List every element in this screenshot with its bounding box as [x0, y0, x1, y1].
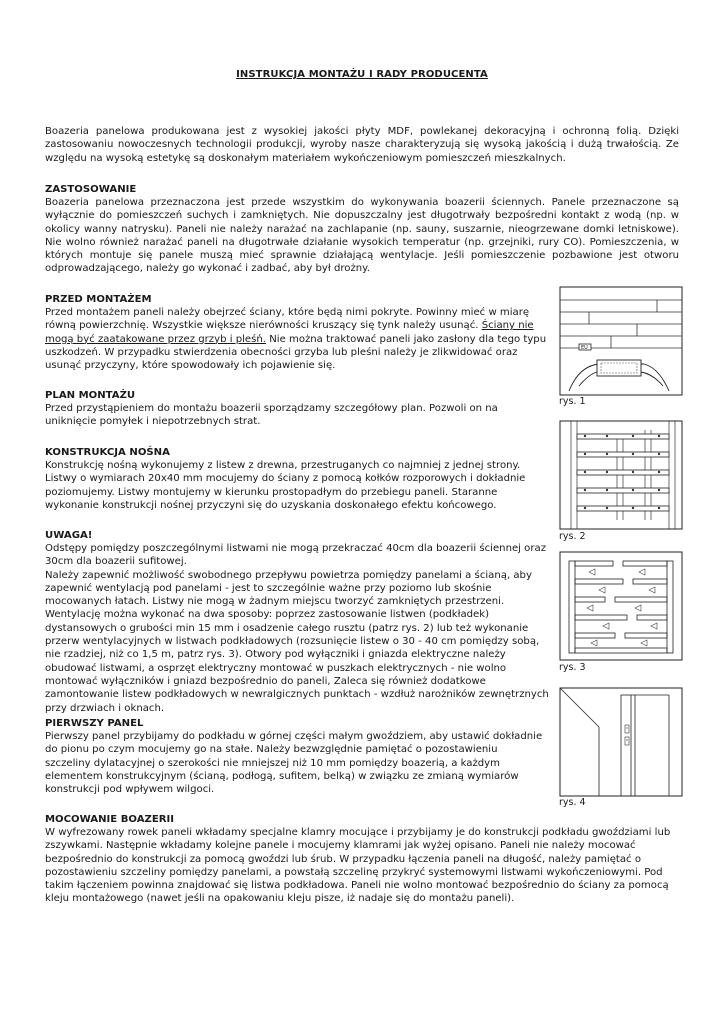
figure-4-caption: rys. 4 — [559, 797, 586, 808]
figure-2-illustration — [559, 420, 683, 530]
uwaga-text: Odstępy pomiędzy poszczególnymi listwami nie mogą przekraczać 40cm dla boazerii ściennej oraz 30cm dla boazerii sufitowej. Należy zapewnić możliwość swobodnego przepływu powietrza pomiędzy panelami a ścianą, aby zapewnić wentylacją pod panelami - jest to szczególnie ważne przy poziomo lub skośnie mocowanych łatach. Listwy nie mogą w żadnym miejscu tworzyć zamkniętych przestrzeni. Wentylację można wykonać na dwa sposoby: poprzez zastosowanie listwen (podkładek) dystansowych o grubości min 15 mm i osadzenie całego rusztu (patrz rys. 2) lub też wykonanie przerw wentylacyjnych w listwach podkładowych (rozsunięcie listew o 30 - 40 cm pomiędzy sobą, nie rzadziej, niż co 1,5 m, patrz rys. 3). Otwory pod wyłączniki i gniazda elektryczne należy obudować listwami, a osprzęt elektryczny montować w puszkach elektrycznych - nie wolno montować wyłączników i gniazd bezpośrednio do paneli, Zaleca się również dodatkowe zamontowanie listew podkładowych w newralgicznych punktach - wzdłuż narożników zewnętrznych przy drzwiach i oknach. — [45, 543, 549, 714]
heading-zastosowanie: ZASTOSOWANIE — [45, 184, 137, 195]
przed-text-b: Nie można traktować paneli jako zasłony dla tego typu uszkodzeń. W przypadku stwierdzenia obecności grzyba lub pleśni należy je zlikwidować oraz usunąć przyczyny, które spowodowały ich pojawienie się. — [45, 333, 547, 372]
plan-montazu-text: Przed przystąpieniem do montażu boazerii sporządzamy szczegółowy plan. Pozwoli on na uniknięcie pomyłek i niepotrzebnych strat. — [45, 403, 498, 428]
pierwszy-panel-text: Pierwszy panel przybijamy do podkładu w górnej części małym gwoździem, aby ustawić dokładnie do pionu po czym mocujemy go na stałe. Należy bezwzględnie pamiętać o pozostawieniu szczeliny dylatacyjnej o szerokości nie mniejszej niż 10 mm pomiędzy boazerią, a każdym elementem konstrukcyjnym (ścianą, podłogą, sufitem, belką) w związku ze zmianą wymiarów konstrukcji pod wpływem wilgoci. — [45, 731, 543, 796]
zastosowanie-text: Boazeria panelowa przeznaczona jest przede wszystkim do wykonywania boazerii ściennych. Panele przeznaczone są wyłącznie do pomieszczeń suchych i zamkniętych. Nie dopuszczalny jest długotrwały bezpośredni kontakt z wodą (np. w okolicy wanny natrysku). Paneli nie należy narażać na zachlapanie (np. sauny, suszarnie, nieogrzewane domki letniskowe). Nie wolno również narażać paneli na długotrwałe działanie wysokich temperatur (np. grzejniki, rury CO). Pomieszczenia, w których montuje się panele muszą mieć sprawnie działającą wentylacje. Jeśli pomieszczenie pozbawione jest otworu odprowadzającego, należy go wykonać i zadbać, aby był drożny. — [45, 197, 679, 275]
heading-uwaga: UWAGA! — [45, 530, 93, 541]
figure-1-caption: rys. 1 — [559, 396, 586, 407]
intro-paragraph: Boazeria panelowa produkowana jest z wysokiej jakości płyty MDF, powlekanej dekoracyjną i ochronną folią. Dzięki zastosowaniu nowoczesnych technologii produkcji, wyroby nasze charakteryzują się wysoką jakością i dużą trwałością. Ze względu na wysoką estetykę są doskonałym materiałem wykończeniowym pomieszczeń mieszkalnych. — [45, 126, 679, 164]
svg-text:EU: EU — [581, 345, 588, 351]
przed-text-underlined: Ściany nie mogą być zaatakowane przez grzyb i pleśń. — [45, 320, 534, 345]
figure-1-illustration — [559, 286, 683, 396]
page-title: INSTRUKCJA MONTAŻU I RADY PRODUCENTA — [236, 69, 488, 80]
przed-montazem-text — [45, 306, 550, 372]
heading-mocowanie-boazerii: MOCOWANIE BOAZERII — [45, 814, 175, 825]
heading-przed-montazem: PRZED MONTAŻEM — [45, 294, 152, 305]
heading-konstrukcja-nosna: KONSTRUKCJA NOŚNA — [45, 447, 170, 458]
figure-2-caption: rys. 2 — [559, 531, 586, 542]
mocowanie-boazerii-text: W wyfrezowany rowek paneli wkładamy specjalne klamry mocujące i przybijamy je do konstrukcji podkładu gwoździami lub zszywkami. Następnie wkładamy kolejne panele i mocujemy klamrami jak wyżej opisano. Paneli nie należy mocować bezpośrednio do konstrukcji za pomocą gwoździ lub śrub. W przypadku łączenia paneli na długość, należy pamiętać o pozostawieniu szczeliny pomiędzy panelami, a powstałą szczelinę przykryć systemowymi listwami wykończeniowymi. Pod takim łączeniem powinna znajdować się listwa podkładowa. Paneli nie wolno montować bezpośrednio do ściany za pomocą kleju montażowego (nawet jeśli na opakowaniu kleju pisze, iż nadaje się do montażu paneli). — [45, 827, 671, 905]
heading-plan-montazu: PLAN MONTAŻU — [45, 390, 136, 401]
figure-3-illustration — [559, 551, 683, 661]
figure-4-illustration — [559, 687, 683, 797]
figure-3-caption: rys. 3 — [559, 662, 586, 673]
konstrukcja-nosna-text: Konstrukcję nośną wykonujemy z listew z drewna, przestruganych co najmniej z jednej strony. Listwy o wymiarach 20x40 mm mocujemy do ściany z pomocą kołków rozporowych i dokładnie poziomujemy. Listwy montujemy w kierunku prostopadłym do przebiegu paneli. Staranne wykonanie konstrukcji nośnej przyczyni się do uzyskania doskonałego efektu końcowego. — [45, 460, 526, 511]
przed-text-a: Przed montażem paneli należy obejrzeć ściany, które będą nimi pokryte. Powinny mieć w miarę równą powierzchnię. Wszystkie większe nierówności kruszący się tynk należy usunąć. — [45, 307, 530, 332]
heading-pierwszy-panel: PIERWSZY PANEL — [45, 718, 144, 729]
